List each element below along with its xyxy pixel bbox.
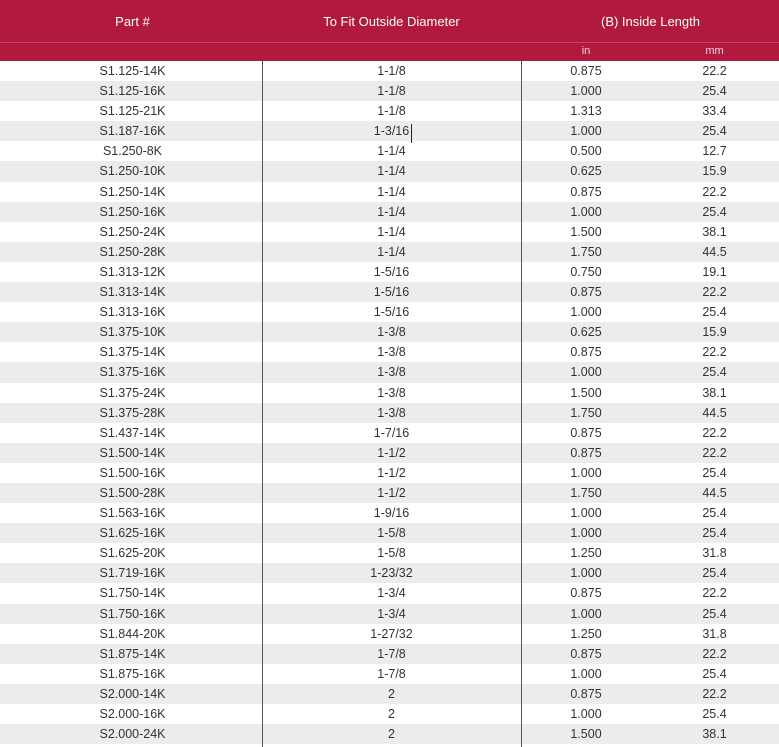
length-in-cell: 1.750 xyxy=(570,244,602,259)
outside-diameter-cell: 1-3/8 xyxy=(377,385,406,400)
length-in-cell: 1.000 xyxy=(570,526,602,541)
outside-diameter-cell: 1-3/16 xyxy=(373,124,410,139)
part-number-cell: S2.000-14K xyxy=(99,686,166,701)
length-in-cell: 1.000 xyxy=(570,506,602,521)
outside-diameter-cell: 1-1/8 xyxy=(377,84,406,99)
part-number-cell: S1.719-16K xyxy=(99,566,166,581)
part-number-cell: S1.625-16K xyxy=(99,526,166,541)
part-number-cell: S1.250-28K xyxy=(99,244,166,259)
length-in-cell: 1.750 xyxy=(570,485,602,500)
column-divider xyxy=(262,61,263,747)
part-number-cell: S1.750-14K xyxy=(99,586,166,601)
table-row xyxy=(0,202,779,222)
outside-diameter-cell: 2 xyxy=(388,686,395,701)
part-number-cell: S1.250-10K xyxy=(99,164,166,179)
length-in-cell: 1.500 xyxy=(570,727,602,742)
part-number-cell: S1.375-24K xyxy=(99,385,166,400)
length-in-cell: 1.250 xyxy=(570,546,602,561)
length-mm-cell: 38.1 xyxy=(702,224,727,239)
length-in-cell: 1.000 xyxy=(570,707,602,721)
outside-diameter-cell: 1-7/8 xyxy=(377,646,406,661)
table-row xyxy=(0,222,779,242)
table-row xyxy=(0,61,779,81)
part-number-cell: S2.000-24K xyxy=(99,727,166,742)
part-number-cell: S1.250-16K xyxy=(99,204,166,219)
length-in-cell: 0.875 xyxy=(570,345,602,360)
length-in-cell: 0.875 xyxy=(570,646,602,661)
table-row xyxy=(0,684,779,704)
outside-diameter-cell: 1-1/4 xyxy=(377,164,406,179)
length-in-cell: 1.313 xyxy=(570,104,602,119)
outside-diameter-cell: 1-3/8 xyxy=(377,405,406,420)
part-number-cell: S1.125-16K xyxy=(99,84,166,99)
table-row xyxy=(0,483,779,503)
part-number-cell: S1.375-14K xyxy=(99,345,166,360)
table-row xyxy=(0,583,779,603)
outside-diameter-cell: 2 xyxy=(388,727,395,742)
table-row xyxy=(0,463,779,483)
part-number-cell: S1.313-14K xyxy=(99,285,166,300)
length-mm-cell: 25.4 xyxy=(702,465,727,480)
length-mm-cell: 25.4 xyxy=(702,305,727,320)
table-row xyxy=(0,724,779,744)
table-body xyxy=(0,61,779,744)
table-row xyxy=(0,523,779,543)
length-in-cell: 1.000 xyxy=(570,84,602,99)
length-in-cell: 1.000 xyxy=(570,465,602,480)
outside-diameter-cell: 1-1/4 xyxy=(377,184,406,199)
table-row xyxy=(0,704,779,724)
table-row xyxy=(0,664,779,684)
length-mm-cell: 38.1 xyxy=(702,727,727,742)
length-mm-cell: 22.2 xyxy=(702,285,727,300)
outside-diameter-cell: 1-3/8 xyxy=(377,345,406,360)
outside-diameter-cell: 1-27/32 xyxy=(370,626,413,641)
table-row xyxy=(0,443,779,463)
part-number-cell: S1.375-28K xyxy=(99,405,166,420)
table-row xyxy=(0,362,779,382)
part-number-cell: S1.500-14K xyxy=(99,445,166,460)
length-mm-cell: 22.2 xyxy=(702,184,727,199)
outside-diameter-cell: 1-5/16 xyxy=(373,305,410,320)
table-row xyxy=(0,101,779,121)
table-row xyxy=(0,543,779,563)
part-number-cell: S1.563-16K xyxy=(99,506,166,521)
outside-diameter-cell: 1-1/4 xyxy=(377,244,406,259)
length-in-cell: 0.875 xyxy=(570,285,602,300)
length-mm-cell: 22.2 xyxy=(702,646,727,661)
table-row xyxy=(0,563,779,583)
length-mm-cell: 44.5 xyxy=(702,405,727,420)
length-in-cell: 0.875 xyxy=(570,586,602,601)
part-number-cell: S1.313-16K xyxy=(99,305,166,320)
table-row xyxy=(0,81,779,101)
length-mm-cell: 15.9 xyxy=(702,325,727,340)
table-row xyxy=(0,383,779,403)
length-in-cell: 0.875 xyxy=(570,445,602,460)
outside-diameter-cell: 1-3/4 xyxy=(377,586,406,601)
table-row xyxy=(0,644,779,664)
outside-diameter-cell: 1-3/4 xyxy=(377,606,406,621)
length-in-cell: 0.875 xyxy=(570,686,602,701)
part-number-cell: S1.437-14K xyxy=(99,425,166,440)
length-mm-cell: 22.2 xyxy=(702,586,727,601)
length-mm-cell: 25.4 xyxy=(702,84,727,99)
length-in-cell: 0.500 xyxy=(570,144,602,159)
outside-diameter-cell: 1-1/4 xyxy=(377,224,406,239)
length-in-cell: 0.875 xyxy=(570,425,602,440)
part-number-cell: S1.313-12K xyxy=(99,264,166,279)
length-in-cell: 1.000 xyxy=(570,305,602,320)
length-mm-cell: 25.4 xyxy=(702,707,727,721)
length-mm-cell: 25.4 xyxy=(702,666,727,681)
length-mm-cell: 22.2 xyxy=(702,64,727,78)
outside-diameter-cell: 1-7/8 xyxy=(377,666,406,681)
part-number-cell: S1.250-8K xyxy=(102,144,163,159)
table-row xyxy=(0,342,779,362)
outside-diameter-cell: 1-7/16 xyxy=(373,425,410,440)
outside-diameter-cell: 1-1/2 xyxy=(377,445,406,460)
outside-diameter-cell: 1-1/4 xyxy=(377,144,406,159)
length-mm-cell: 15.9 xyxy=(702,164,727,179)
outside-diameter-cell: 1-3/8 xyxy=(377,365,406,380)
length-mm-cell: 22.2 xyxy=(702,445,727,460)
outside-diameter-cell: 1-5/8 xyxy=(377,526,406,541)
table-row xyxy=(0,262,779,282)
outside-diameter-cell: 1-9/16 xyxy=(373,506,410,521)
part-number-cell: S1.875-14K xyxy=(99,646,166,661)
length-in-cell: 1.000 xyxy=(570,666,602,681)
length-in-cell: 1.500 xyxy=(570,224,602,239)
column-divider xyxy=(521,61,522,747)
table-row xyxy=(0,503,779,523)
outside-diameter-cell: 1-3/8 xyxy=(377,325,406,340)
length-in-cell: 1.250 xyxy=(570,626,602,641)
length-mm-cell: 25.4 xyxy=(702,566,727,581)
length-in-cell: 1.000 xyxy=(570,566,602,581)
header-outside-diameter: To Fit Outside Diameter xyxy=(323,14,460,29)
outside-diameter-cell: 1-1/2 xyxy=(377,485,406,500)
length-mm-cell: 38.1 xyxy=(702,385,727,400)
table-header xyxy=(0,0,779,61)
outside-diameter-cell: 1-5/8 xyxy=(377,546,406,561)
length-mm-cell: 25.4 xyxy=(702,124,727,139)
length-mm-cell: 31.8 xyxy=(702,546,727,561)
part-number-cell: S1.625-20K xyxy=(99,546,166,561)
table-row xyxy=(0,624,779,644)
outside-diameter-cell: 1-5/16 xyxy=(373,264,410,279)
outside-diameter-cell: 1-1/8 xyxy=(377,64,406,78)
length-in-cell: 0.875 xyxy=(570,64,602,78)
length-mm-cell: 25.4 xyxy=(702,606,727,621)
header-inside-length: (B) Inside Length xyxy=(600,14,700,29)
outside-diameter-cell: 1-1/8 xyxy=(377,104,406,119)
part-number-cell: S1.250-24K xyxy=(99,224,166,239)
length-in-cell: 0.625 xyxy=(570,325,602,340)
table-row xyxy=(0,282,779,302)
part-number-cell: S1.125-14K xyxy=(99,64,166,78)
length-mm-cell: 44.5 xyxy=(702,244,727,259)
part-number-cell: S1.500-16K xyxy=(99,465,166,480)
part-number-cell: S1.375-10K xyxy=(99,325,166,340)
outside-diameter-cell: 1-23/32 xyxy=(370,566,413,581)
length-in-cell: 1.000 xyxy=(570,365,602,380)
length-mm-cell: 19.1 xyxy=(702,264,727,279)
table-row xyxy=(0,242,779,262)
table-row xyxy=(0,121,779,141)
length-mm-cell: 22.2 xyxy=(702,686,727,701)
length-in-cell: 0.625 xyxy=(570,164,602,179)
length-mm-cell: 22.2 xyxy=(702,425,727,440)
table-row xyxy=(0,182,779,202)
length-in-cell: 1.500 xyxy=(570,385,602,400)
header-unit-mm: mm xyxy=(705,45,724,57)
part-number-cell: S2.000-16K xyxy=(99,707,166,721)
outside-diameter-cell: 1-1/2 xyxy=(377,465,406,480)
part-number-cell: S1.187-16K xyxy=(99,124,166,139)
length-mm-cell: 25.4 xyxy=(702,204,727,219)
table-row xyxy=(0,403,779,423)
outside-diameter-cell: 1-1/4 xyxy=(377,204,406,219)
table-row xyxy=(0,322,779,342)
length-mm-cell: 12.7 xyxy=(702,144,727,159)
length-in-cell: 0.750 xyxy=(570,264,602,279)
length-mm-cell: 25.4 xyxy=(702,365,727,380)
outside-diameter-cell: 1-5/16 xyxy=(373,285,410,300)
outside-diameter-cell: 2 xyxy=(388,707,395,721)
part-number-cell: S1.125-21K xyxy=(99,104,166,119)
part-number-cell: S1.250-14K xyxy=(99,184,166,199)
length-in-cell: 1.000 xyxy=(570,606,602,621)
length-in-cell: 1.000 xyxy=(570,124,602,139)
length-in-cell: 0.875 xyxy=(570,184,602,199)
length-in-cell: 1.750 xyxy=(570,405,602,420)
text-cursor xyxy=(411,124,412,143)
header-part: Part # xyxy=(115,14,150,29)
header-divider xyxy=(0,42,779,43)
part-number-cell: S1.500-28K xyxy=(99,485,166,500)
part-number-cell: S1.375-16K xyxy=(99,365,166,380)
table-row xyxy=(0,302,779,322)
length-mm-cell: 22.2 xyxy=(702,345,727,360)
part-number-cell: S1.844-20K xyxy=(99,626,166,641)
length-in-cell: 1.000 xyxy=(570,204,602,219)
part-number-cell: S1.875-16K xyxy=(99,666,166,681)
table-row xyxy=(0,141,779,161)
length-mm-cell: 31.8 xyxy=(702,626,727,641)
length-mm-cell: 25.4 xyxy=(702,506,727,521)
table-row xyxy=(0,604,779,624)
length-mm-cell: 44.5 xyxy=(702,485,727,500)
table-row xyxy=(0,423,779,443)
length-mm-cell: 33.4 xyxy=(702,104,727,119)
length-mm-cell: 25.4 xyxy=(702,526,727,541)
part-number-cell: S1.750-16K xyxy=(99,606,166,621)
header-unit-in: in xyxy=(581,45,591,57)
table-row xyxy=(0,161,779,181)
